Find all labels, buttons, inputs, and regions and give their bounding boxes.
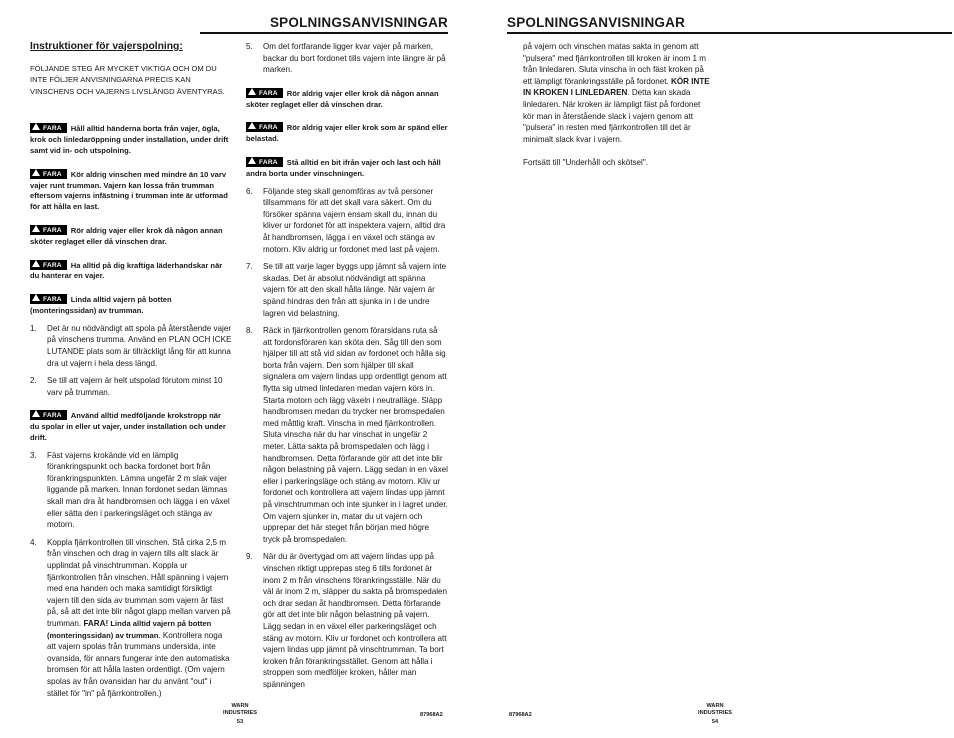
warning-no-touch: FARA Rör aldrig vajer eller krok då någon annan sköter reglaget eller då vinschen drar.	[30, 225, 223, 246]
step-3: 3. Fäst vajerns krokände vid en lämplig förankringspunkt och backa fordonet bort från förankringspunkten. Lämna ungefär 2 m slak vajer liggande på marken. Innan fordonet sedan lämnas skall man dra åt handbromsen och lägga i en växel eller sätta den i parkeringsläget och stänga av motorn.	[30, 450, 230, 530]
warning-triangle-icon	[248, 122, 256, 129]
warning-hook-strap: FARA Använd alltid medföljande krokstropp när du spolar in eller ut vajer, under installation och under drift.	[30, 411, 226, 442]
left-column	[30, 41, 232, 699]
continue-note: Fortsätt till "Underhåll och skötsel".	[523, 158, 648, 168]
left-footer-company: WARN INDUSTRIES 53	[215, 703, 265, 726]
warning-triangle-icon	[32, 123, 40, 130]
left-footer-code: 87968A2	[420, 712, 443, 718]
danger-badge: FARA	[30, 225, 67, 235]
section-subheading: Instruktioner för vajerspolning:	[30, 41, 183, 52]
step-8: 8. Räck in fjärrkontrollen genom förarsidans ruta så att fordonsföraren kan sköta den. Såg till den som hjälper till att stå vid sidan av fordonet och hålla sig borta från vajern. Den som hjälper till skall signalera om vajern lindas upp ordentligt genom att flytta sig utmed linledaren medan vajern körs in. Starta motorn och lägg växeln i neutralläge. Släpp handbromsen medan du trycker ner bromspedalen med måttlig kraft. Vinscha in med fjärrkontrollen. Sluta vinscha när du har vinschat in ungefär 2 meter. Lätta sakta på bromspedalen och lägg i handbromsen. Detta förfarande gör att det inte blir någon belastning på vajern. Lägg sedan in en växel eller i parkeringsläge och stäng av motorn. Kliv ur fordonet och kontrollera att vajern lindas upp jämnt på vinschtrumman och inte sjunker in i lagret under. Om vajern sjunker in, matar du ut vajern och upprepar det här steget från början med högre tryck på bromspedalen.	[246, 326, 448, 544]
right-page	[477, 0, 954, 738]
intro-text: FÖLJANDE STEG ÄR MYCKET VIKTIGA OCH OM DU INTE FÖLJER ANVISNINGARNA PRECIS KAN VINSCHENS OCH VAJERNS LIVSLÄNGD ÄVENTYRAS.	[30, 63, 225, 96]
step-7: 7. Se till att varje lager byggs upp jämnt så vajern inte skadas. Det är absolut nödvändigt att spänna vajern för att den skall hålla länge. När vajern är spänd hindras den från att sjunka in i de undre lagren vid belastning.	[246, 262, 447, 318]
right-footer-company: WARN INDUSTRIES 54	[690, 703, 740, 726]
page-header	[507, 14, 952, 34]
danger-badge: FARA	[30, 260, 67, 270]
warning-triangle-icon	[248, 88, 256, 95]
step-6: 6. Följande steg skall genomföras av två personer tillsammans för att det skall vara säkert. Om du försöker spänna vajern ensam skall du, innan du kliver ur fordonet för att inspektera vajern, alltid dra åt handbromsen, lägga i en växel och stänga av motorn. Kliv aldrig ur fordonet med last på vajern.	[246, 186, 446, 254]
warning-gloves: FARA Ha alltid på dig kraftiga läderhandskar när du hanterar en vajer.	[30, 260, 223, 281]
danger-badge: FARA	[246, 157, 283, 167]
right-column	[523, 41, 713, 169]
warning-triangle-icon	[32, 260, 40, 267]
middle-column	[246, 41, 448, 691]
warning-triangle-icon	[32, 294, 40, 301]
danger-badge: FARA	[30, 123, 67, 133]
warning-tensioned: FARA Rör aldrig vajer eller krok som är spänd eller belastad.	[246, 123, 448, 144]
warning-triangle-icon	[32, 169, 40, 176]
warning-hands: FARA Håll alltid händerna borta från vajer, ögla, krok och linledaröppning under installation, under drift samt vid in- och utspolning.	[30, 124, 229, 155]
danger-badge: FARA	[246, 122, 283, 132]
warning-stand-clear: FARA Stå alltid en bit ifrån vajer och last och håll andra borta under vinschningen.	[246, 157, 441, 178]
danger-badge: FARA	[30, 410, 67, 420]
page-title: SPOLNINGSANVISNINGAR	[269, 15, 448, 30]
danger-badge: FARA	[30, 169, 67, 179]
step-9: 9. När du är övertygad om att vajern lindas upp på vinschen riktigt upprepas steg 6 tills fordonet är inom 2 m från vinschens förankringsställe. När du väl är inom 2 m, släpper du sakta på bromspedalen och drar sedan åt handbromsen. Detta förfarande gör att det inte blir någon belastning på vajern. Lägg sedan in en växel eller parkeringsläget och stäng av motorn. Kliv ur fordonet och kontrollera att vajern lindas upp jämnt på vinschtrumman. Ta bort kroken från förankringsstället. Genom att hålla i stroppen som medföljer kroken, håller man spänningen	[246, 552, 448, 689]
warning-triangle-icon	[248, 157, 256, 164]
page-header	[200, 14, 448, 34]
right-page-number: 54	[711, 719, 719, 725]
danger-badge: FARA	[246, 88, 283, 98]
continued-paragraph: på vajern och vinschen matas sakta in genom att "pulsera" med fjärrkontrollen till kroken är inom 1 m från linledaren. Sluta vinscha in och fäst kroken på ett lämpligt förankringsställe på fordonet. KÖR INTE IN KROKEN I LINLEDAREN. Detta kan skada linledaren. När kroken är lämpligt fäst på fordonet kör man in återstående slack i vajern genom att "pulsera" in resten med fjärrkontrollen till det är minimalt slack kvar i vajern.	[523, 42, 710, 144]
warning-min-wraps: FARA Kör aldrig vinschen med mindre än 10 varv vajer runt trumman. Vajern kan lossa från trumman eftersom vajerns infästning i trumman inte är utformad för att hålla en last.	[30, 169, 228, 212]
step-4: 4. Koppla fjärrkontrollen till vinschen. Stå cirka 2,5 m från vinschen och drag in vajern tills allt slack är upplindat på vinschtrumman. Koppla ur fjärrkontrollen från vinschen. Håll spänning i vajern med ena handen och maka samtidigt försiktigt vajern till den sida av trumman som vajern är fäst på, så att det inte blir något glapp mellan varven på trumman. FARA! Linda alltid vajern på botten (monteringssidan) av trumman. Kontrollera noga att vajern spolas från trummans undersida, inte ovansida, för annars fungerar inte den automatiska bromsen för att hålla lasten ordentligt. (Om vajern spolas av från ovansidan har du använt "out" i stället för "in" på fjärrkontrollen.)	[30, 537, 231, 698]
step-2: 2. Se till att vajern är helt utspolad förutom minst 10 varv på trumman.	[30, 376, 223, 397]
page-title: SPOLNINGSANVISNINGAR	[507, 15, 686, 30]
step-5: 5. Om det fortfarande ligger kvar vajer på marken, backar du bort fordonet tills vajern inte längre är på marken.	[246, 42, 446, 75]
warning-spool-bottom: FARA Linda alltid vajern på botten (monteringssidan) av trumman.	[30, 295, 172, 315]
left-page-number: 53	[236, 719, 244, 725]
right-footer-code: 87968A2	[509, 712, 532, 718]
warning-no-touch-2: FARA Rör aldrig vajer eller krok då någon annan sköter reglaget eller då vinschen drar.	[246, 88, 439, 109]
danger-badge: FARA	[30, 294, 67, 304]
warning-triangle-icon	[32, 225, 40, 232]
warning-triangle-icon	[32, 410, 40, 417]
step-1: 1. Det är nu nödvändigt att spola på återstående vajer på vinschens trumma. Använd en PLAN OCH ICKE LUTANDE plats som är tillräckligt lång för att kunna dra ut vajern i hela dess längd.	[30, 323, 232, 368]
